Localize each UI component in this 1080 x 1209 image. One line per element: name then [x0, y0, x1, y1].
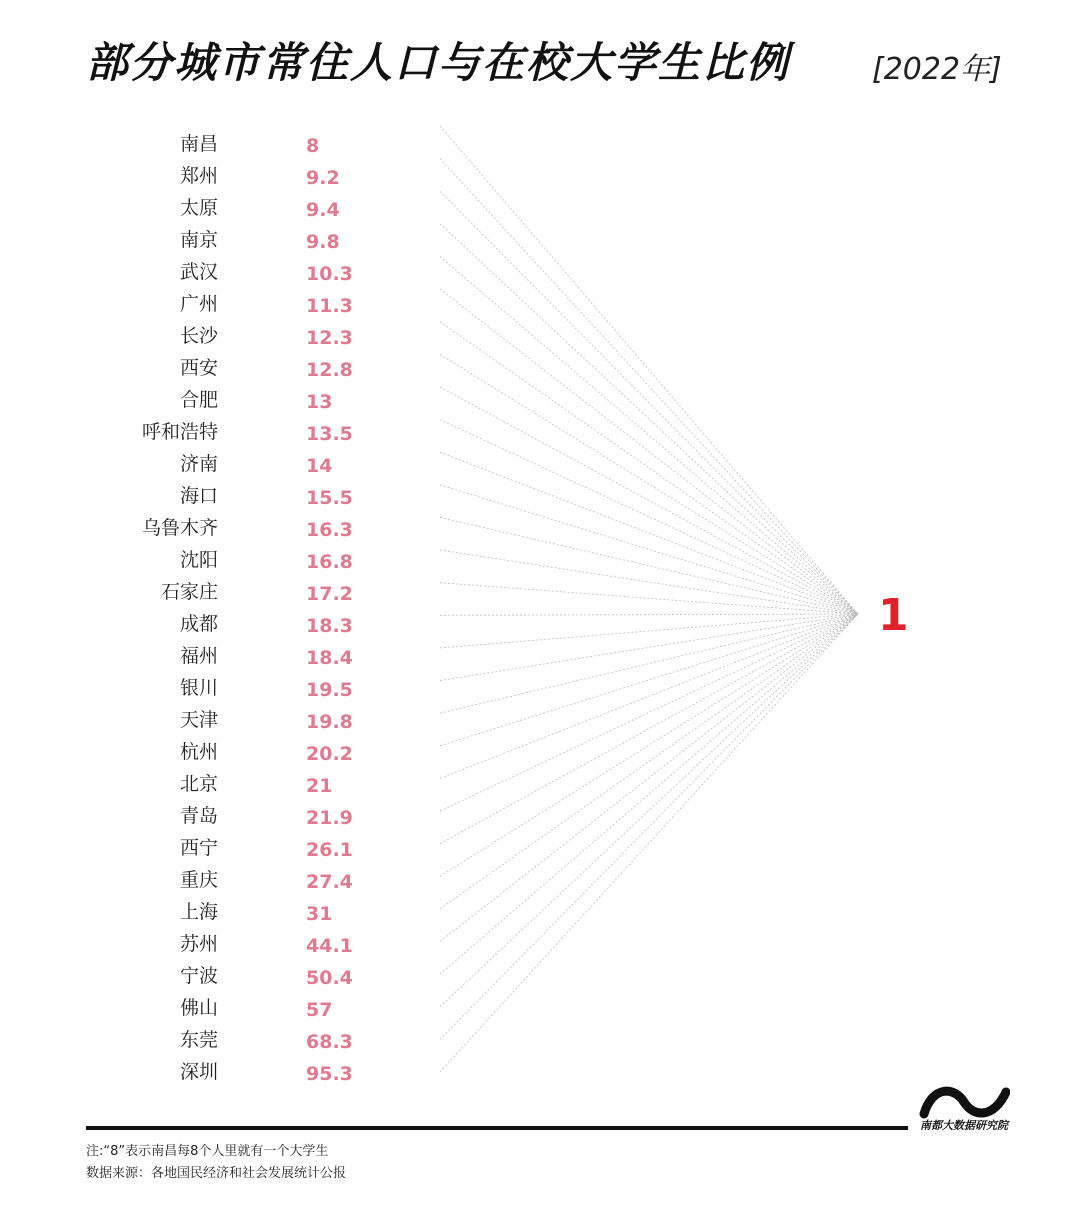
city-label: 沈阳: [179, 549, 218, 571]
connector-line: [440, 387, 858, 614]
ratio-value: 57: [306, 999, 333, 1021]
city-label: 苏州: [179, 933, 218, 955]
city-label: 东莞: [179, 1029, 218, 1051]
ratio-value: 11.3: [306, 295, 353, 317]
ratio-value: 50.4: [306, 967, 353, 989]
city-label: 合肥: [179, 389, 218, 411]
ratio-value: 19.5: [306, 679, 353, 701]
connector-line: [440, 420, 858, 614]
city-label: 天津: [179, 709, 218, 731]
chart-title: 部分城市常住人口与在校大学生比例: [86, 38, 791, 87]
connector-line: [440, 614, 858, 681]
ratio-value: 16.8: [306, 551, 353, 573]
city-label: 长沙: [179, 325, 218, 347]
connector-line: [440, 614, 858, 844]
ratio-value: 17.2: [306, 583, 353, 605]
ratio-value: 19.8: [306, 711, 353, 733]
year-label: [2022年]: [872, 52, 1002, 87]
ratio-value: 16.3: [306, 519, 353, 541]
ratio-value: 21.9: [306, 807, 353, 829]
ratio-value: 44.1: [306, 935, 353, 957]
connector-line: [440, 614, 858, 909]
connector-line: [440, 452, 858, 614]
city-label: 乌鲁木齐: [141, 517, 218, 539]
ratio-value: 14: [306, 455, 333, 477]
connector-line: [440, 614, 858, 1039]
city-label: 成都: [179, 613, 218, 635]
city-label: 武汉: [179, 261, 218, 283]
ratio-value: 8: [306, 135, 320, 157]
connector-line: [440, 517, 858, 614]
city-label: 深圳: [179, 1061, 218, 1083]
connector-line: [440, 224, 858, 614]
logo-text: 南都大数据研究院: [920, 1119, 1008, 1132]
connector-line: [440, 614, 858, 713]
city-label: 杭州: [179, 741, 218, 763]
ratio-value: 15.5: [306, 487, 353, 509]
footnote: 注:“8”表示南昌每8个人里就有一个大学生: [86, 1144, 329, 1159]
connector-line: [440, 614, 858, 648]
ratio-value: 18.3: [306, 615, 353, 637]
city-label: 石家庄: [160, 581, 218, 603]
connector-line: [440, 614, 858, 811]
city-label: 重庆: [179, 869, 218, 891]
target-label: 1: [878, 590, 909, 641]
city-label: 呼和浩特: [141, 421, 218, 443]
city-label: 银川: [179, 677, 218, 699]
city-label: 太原: [179, 197, 218, 219]
connector-line: [440, 614, 858, 974]
connector-line: [440, 256, 858, 614]
ratio-value: 12.3: [306, 327, 353, 349]
ratio-value: 13: [306, 391, 333, 413]
city-label: 北京: [179, 773, 218, 795]
ratio-value: 9.4: [306, 199, 340, 221]
city-label: 青岛: [179, 805, 218, 827]
city-label: 海口: [179, 485, 218, 507]
ratio-value: 21: [306, 775, 333, 797]
connector-line: [440, 159, 858, 614]
connector-line: [440, 289, 858, 614]
city-label: 上海: [179, 901, 218, 923]
ratio-value: 10.3: [306, 263, 353, 285]
connector-line: [440, 126, 858, 614]
connector-line: [440, 550, 858, 614]
city-label: 郑州: [179, 165, 218, 187]
ratio-value: 18.4: [306, 647, 353, 669]
ratio-value: 13.5: [306, 423, 353, 445]
ratio-value: 27.4: [306, 871, 353, 893]
connector-line: [440, 614, 858, 1007]
city-label: 南京: [179, 229, 218, 251]
connector-line: [440, 614, 858, 778]
ratio-value: 26.1: [306, 839, 353, 861]
city-label: 广州: [179, 293, 218, 315]
connector-line: [440, 614, 858, 615]
ratio-value: 9.8: [306, 231, 340, 253]
ratio-value: 12.8: [306, 359, 353, 381]
ratio-value: 20.2: [306, 743, 353, 765]
city-label: 佛山: [179, 997, 218, 1019]
connector-line: [440, 354, 858, 614]
connector-line: [440, 583, 858, 614]
connector-line: [440, 614, 858, 942]
ratio-value: 68.3: [306, 1031, 353, 1053]
connector-line: [440, 191, 858, 614]
footer-divider: [86, 1126, 908, 1130]
connector-line: [440, 614, 858, 876]
ratio-value: 95.3: [306, 1063, 353, 1085]
city-label: 济南: [179, 453, 218, 475]
data-source: 数据来源：各地国民经济和社会发展统计公报: [86, 1166, 347, 1181]
city-label: 南昌: [179, 133, 218, 155]
connector-line: [440, 485, 858, 614]
ratio-value: 31: [306, 903, 333, 925]
connector-line: [440, 614, 858, 1072]
city-label: 西宁: [179, 837, 218, 859]
ratio-value: 9.2: [306, 167, 340, 189]
connector-line: [440, 614, 858, 746]
connector-line: [440, 322, 858, 614]
city-label: 西安: [179, 357, 218, 379]
city-label: 福州: [179, 645, 218, 667]
city-label: 宁波: [179, 965, 218, 987]
